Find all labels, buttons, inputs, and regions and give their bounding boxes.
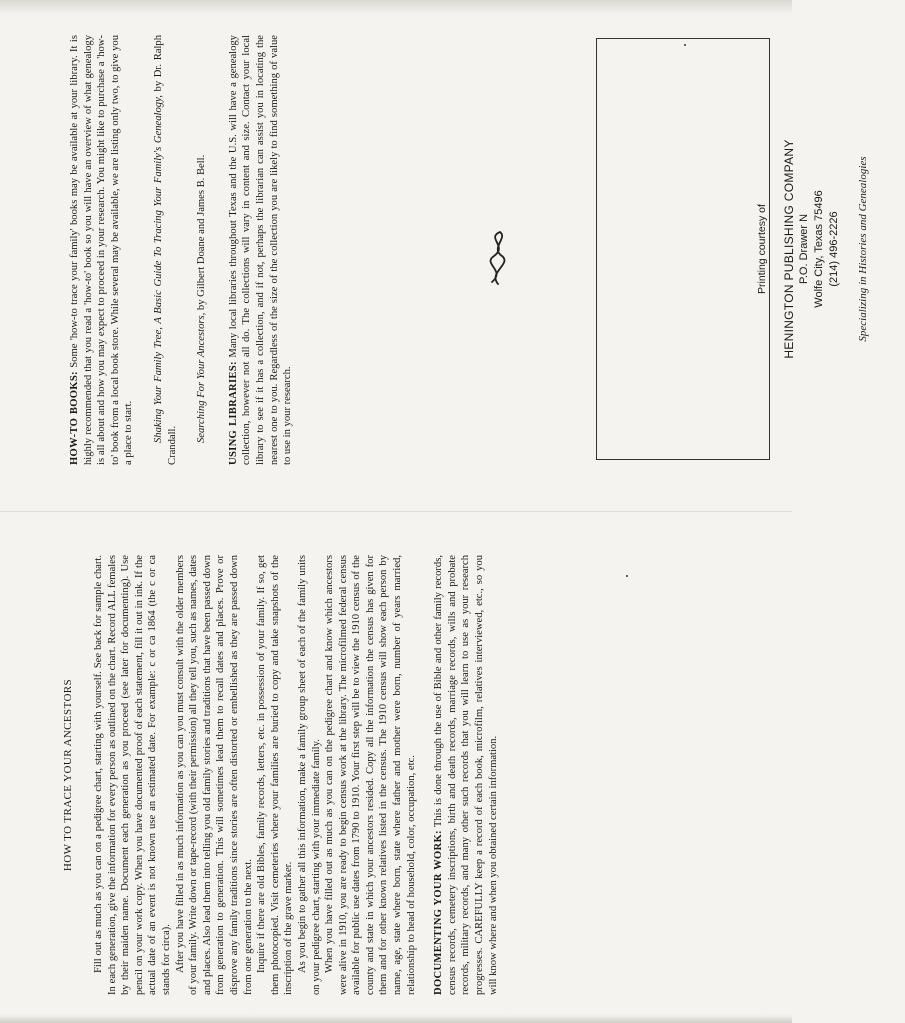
- resources-panel: [68, 35, 408, 465]
- book-author-1: by Dr. Ralph Crandall.: [152, 35, 178, 465]
- paragraph-howto-books: [68, 35, 136, 465]
- paragraph-bibles-cemeteries: Inquire if there are old Bibles, family records, letters, etc. in possession of your family. If so, get them photocopied. Visit cemeteries where your families are buried to copy and take snapshots of the inscription of the grave marker.: [256, 555, 295, 995]
- paragraph-pedigree: Fill out as much as you can on a pedigree chart, starting with yourself. See back for sample chart. In each generation, give the information for every person as outlined on the chart. Record ALL females by their maiden name. Document each generation as you proceed (see later for documenting). Use pencil on your work copy. When you have documented proof of each statement, fill it out in ink. If the actual date of an event is not known use an estimated date. For example: c or ca 1864 (the c or ca stands for circa).: [93, 555, 172, 995]
- book-title-1: Shaking Your Family Tree, A Basic Guide To Tracing Your Family's Genealogy,: [152, 95, 164, 443]
- company-name: HENINGTON PUBLISHING COMPANY: [782, 139, 796, 359]
- address-line-1: P.O. Drawer N: [798, 213, 810, 285]
- book-author-2: by Gilbert Doane and James B. Bell.: [196, 154, 208, 313]
- documenting-heading: DOCUMENTING YOUR WORK:: [433, 830, 445, 995]
- address-line-2: Wolfe City, Texas 75496: [813, 190, 825, 308]
- scan-speck: [684, 44, 686, 46]
- scan-edge-bottom: [0, 1015, 792, 1023]
- book-title-2: Searching For Your Ancestors,: [196, 312, 208, 443]
- flourish-ornament-icon: [478, 228, 518, 288]
- publisher-info: [755, 44, 905, 454]
- libraries-heading: USING LIBRARIES:: [227, 361, 239, 465]
- panel-title: HOW TO TRACE YOUR ANCESTORS: [62, 678, 74, 872]
- scan-edge-top: [0, 0, 792, 14]
- book-entry-1: [152, 35, 179, 465]
- libraries-text: Many local libraries throughout Texas and the U.S. will have a genealogy collection, however not all do. The collections will vary in content and size. Contact your local library to see if it has a collection, and if not, perhaps the librarian can assist you in locating the nearest one to you. Regardless of the size of the collection you are likely to find something of value to use in your research.: [227, 35, 294, 465]
- phone-number: (214) 496-2226: [828, 211, 840, 287]
- paragraph-documenting: [432, 555, 500, 995]
- printing-courtesy: Printing courtesy of: [756, 204, 768, 294]
- paragraph-group-sheet: As you begin to gather all this information, make a family group sheet of each of the family units on your pedigree chart, starting with your immediate family.: [296, 555, 322, 995]
- documenting-text: This is done through the use of Bible and other family records, census records, cemetery inscriptions, birth and death records, marriage records, wills and probate records, military records, and many other such records that you will learn to use as your research progresses. CAREFULLY keep a record of each book, microfilm, relatives interviewed, etc., so you will know where and when you obtained certain information.: [433, 554, 499, 995]
- book-entry-2: [195, 35, 209, 465]
- ancestors-panel: [62, 555, 772, 995]
- company-tagline: Specializing in Histories and Genealogies: [857, 156, 869, 342]
- paragraph-libraries: [227, 35, 295, 465]
- paragraph-census: When you have filled out as much as you can on the pedigree chart and know which ancestors were alive in 1910, you are ready to begin census work at the library. The microfilmed federal census available for public use dates from 1790 to 1910. Your first step will be to view the 1910 census of the county and state in which your ancestors resided. Copy all the information the census has given for them and for other known relatives listed in the census. The 1910 census will show each person by name, age, state where born, state where father and mother were born, number of years married, relationship to head of household, color, occupation, etc.: [324, 555, 417, 995]
- publisher-box: [596, 38, 869, 460]
- paragraph-family-interviews: After you have filled in as much information as you can you must consult with the older members of your family. Write down or tape-record (with their permission) all they tell you, such as names, dates and places. Also lead them into telling you old family stories and traditions that have been passed down from generation to generation. This will sometimes lead them to recall dates and places. Prove or disprove any family traditions since stories are often distorted or embellished as they are passed down from one generation to the next.: [174, 555, 254, 995]
- scan-speck: [626, 575, 628, 577]
- howto-books-heading: HOW-TO BOOKS:: [69, 371, 80, 465]
- howto-books-text: Some 'how-to trace your family' books may be available at your library. It is highly recommended that you read a 'how-to' book so you will have an overview of what genealogy is all about and how you may expect to proceed in your research. You might like to purchase a 'how-to' book from a local book store. While several may be available, we are listing only two, to give you a place to start.: [69, 35, 135, 465]
- fold-line: [0, 511, 792, 512]
